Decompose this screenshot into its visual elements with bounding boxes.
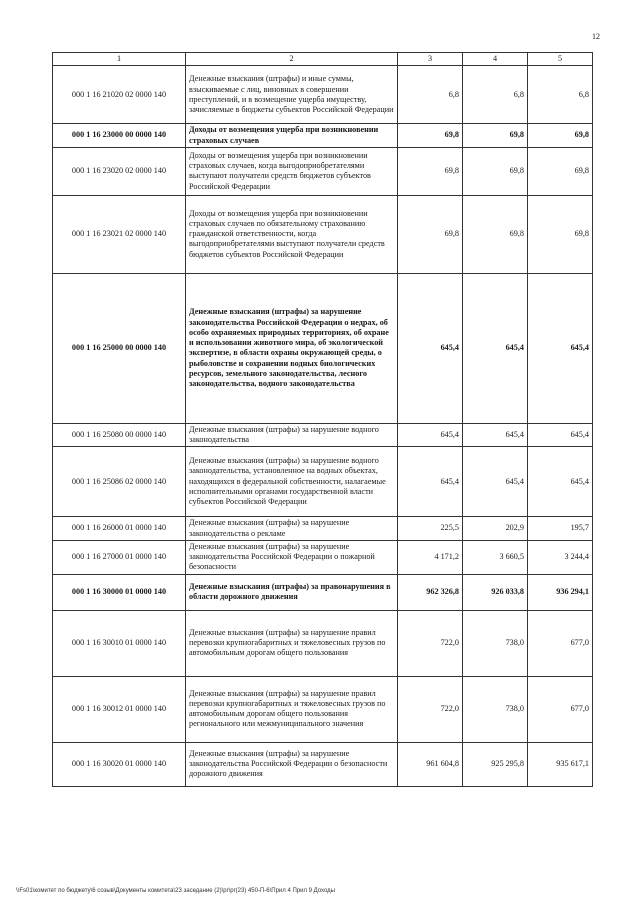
row-value-col4: 645,4 xyxy=(463,423,528,447)
row-value-col4: 69,8 xyxy=(463,147,528,195)
row-value-col3: 69,8 xyxy=(398,124,463,148)
table-row xyxy=(53,540,593,574)
row-value-col4: 202,9 xyxy=(463,517,528,541)
table-row xyxy=(53,195,593,273)
row-value-col3: 645,4 xyxy=(398,423,463,447)
column-header: 5 xyxy=(528,53,593,66)
row-code: 000 1 16 23021 02 0000 140 xyxy=(53,195,186,273)
row-value-col4: 738,0 xyxy=(463,610,528,676)
row-value-col3: 962 326,8 xyxy=(398,574,463,610)
column-header: 3 xyxy=(398,53,463,66)
row-value-col4: 3 660,5 xyxy=(463,540,528,574)
row-value-col4: 645,4 xyxy=(463,273,528,423)
row-code: 000 1 16 23000 00 0000 140 xyxy=(53,124,186,148)
row-value-col4: 926 033,8 xyxy=(463,574,528,610)
row-value-col3: 6,8 xyxy=(398,66,463,124)
row-name: Денежные взыскания (штрафы) за нарушение водного законодательства xyxy=(186,423,398,447)
row-value-col5: 677,0 xyxy=(528,610,593,676)
row-code: 000 1 16 26000 01 0000 140 xyxy=(53,517,186,541)
row-value-col4: 925 295,8 xyxy=(463,742,528,786)
table-row xyxy=(53,676,593,742)
row-code: 000 1 16 21020 02 0000 140 xyxy=(53,66,186,124)
row-value-col4: 69,8 xyxy=(463,195,528,273)
table-row xyxy=(53,574,593,610)
row-name: Денежные взыскания (штрафы) за нарушение законодательства Российской Федерации о недрах, об особо охраняемых природных территориях, об охране и использовании животного мира, об экологической экспертизе, в области охраны окружающей среды, о рыболовстве и сохранении водных биологических ресурсов, земельного законодательства, лесного законодательства, водного законодательства xyxy=(186,273,398,423)
table-row xyxy=(53,742,593,786)
row-code: 000 1 16 30000 01 0000 140 xyxy=(53,574,186,610)
row-code: 000 1 16 25000 00 0000 140 xyxy=(53,273,186,423)
row-value-col3: 69,8 xyxy=(398,147,463,195)
row-value-col5: 69,8 xyxy=(528,195,593,273)
row-name: Денежные взыскания (штрафы) за нарушение законодательства Российской Федерации о безопасности дорожного движения xyxy=(186,742,398,786)
table-row xyxy=(53,423,593,447)
row-value-col5: 677,0 xyxy=(528,676,593,742)
row-value-col3: 722,0 xyxy=(398,676,463,742)
row-value-col5: 645,4 xyxy=(528,447,593,517)
row-value-col5: 69,8 xyxy=(528,147,593,195)
column-numbers-row xyxy=(53,53,593,66)
row-code: 000 1 16 27000 01 0000 140 xyxy=(53,540,186,574)
row-value-col4: 6,8 xyxy=(463,66,528,124)
row-code: 000 1 16 30012 01 0000 140 xyxy=(53,676,186,742)
table-row xyxy=(53,147,593,195)
table-row xyxy=(53,66,593,124)
table-row xyxy=(53,517,593,541)
row-value-col5: 936 294,1 xyxy=(528,574,593,610)
table-row xyxy=(53,610,593,676)
table-row xyxy=(53,124,593,148)
row-value-col4: 645,4 xyxy=(463,447,528,517)
row-code: 000 1 16 30020 01 0000 140 xyxy=(53,742,186,786)
row-value-col3: 225,5 xyxy=(398,517,463,541)
row-name: Денежные взыскания (штрафы) за нарушение законодательства Российской Федерации о пожарной безопасности xyxy=(186,540,398,574)
row-value-col5: 6,8 xyxy=(528,66,593,124)
row-code: 000 1 16 30010 01 0000 140 xyxy=(53,610,186,676)
row-name: Денежные взыскания (штрафы) и иные суммы, взыскиваемые с лиц, виновных в совершении преступлений, и в возмещение ущерба имуществу, зачисляемые в бюджеты субъектов Российской Федерации xyxy=(186,66,398,124)
row-value-col3: 69,8 xyxy=(398,195,463,273)
row-name: Денежные взыскания (штрафы) за нарушение законодательства о рекламе xyxy=(186,517,398,541)
column-header: 4 xyxy=(463,53,528,66)
row-code: 000 1 16 25086 02 0000 140 xyxy=(53,447,186,517)
row-value-col5: 645,4 xyxy=(528,273,593,423)
page-number: 12 xyxy=(592,32,600,41)
revenue-table xyxy=(52,52,593,787)
table-row xyxy=(53,273,593,423)
row-name: Денежные взыскания (штрафы) за нарушение правил перевозки крупногабаритных и тяжеловесных грузов по автомобильным дорогам общего пользования регионального или межмуниципального значения xyxy=(186,676,398,742)
row-value-col3: 645,4 xyxy=(398,273,463,423)
row-name: Доходы от возмещения ущерба при возникновении страховых случаев по обязательному страхованию гражданской ответственности, когда выгодоприобретателями выступают получатели средств бюджетов субъектов Российской Федерации xyxy=(186,195,398,273)
row-value-col5: 3 244,4 xyxy=(528,540,593,574)
file-path-footer: \\Fs01\комитет по бюджету\6 созыв\Документы комитета\23 заседание (2)\pr\pr(23) 450-П-6\Прил 4 Прил 9 Доходы xyxy=(16,888,335,894)
column-header: 1 xyxy=(53,53,186,66)
row-value-col5: 69,8 xyxy=(528,124,593,148)
table-row xyxy=(53,447,593,517)
row-value-col5: 195,7 xyxy=(528,517,593,541)
row-value-col3: 722,0 xyxy=(398,610,463,676)
row-name: Денежные взыскания (штрафы) за правонарушения в области дорожного движения xyxy=(186,574,398,610)
row-name: Денежные взыскания (штрафы) за нарушение правил перевозки крупногабаритных и тяжеловесных грузов по автомобильным дорогам общего пользования xyxy=(186,610,398,676)
row-value-col3: 4 171,2 xyxy=(398,540,463,574)
row-code: 000 1 16 23020 02 0000 140 xyxy=(53,147,186,195)
row-value-col3: 645,4 xyxy=(398,447,463,517)
row-value-col5: 935 617,1 xyxy=(528,742,593,786)
row-value-col4: 69,8 xyxy=(463,124,528,148)
row-name: Денежные взыскания (штрафы) за нарушение водного законодательства, установленное на водных объектах, находящихся в федеральной собственности, налагаемые исполнительными органами государственной власти субъектов Российской Федерации xyxy=(186,447,398,517)
row-value-col3: 961 604,8 xyxy=(398,742,463,786)
row-value-col5: 645,4 xyxy=(528,423,593,447)
row-code: 000 1 16 25080 00 0000 140 xyxy=(53,423,186,447)
row-value-col4: 738,0 xyxy=(463,676,528,742)
column-header: 2 xyxy=(186,53,398,66)
row-name: Доходы от возмещения ущерба при возникновении страховых случаев xyxy=(186,124,398,148)
row-name: Доходы от возмещения ущерба при возникновении страховых случаев, когда выгодоприобретателями выступают получатели средств бюджетов субъектов Российской Федерации xyxy=(186,147,398,195)
